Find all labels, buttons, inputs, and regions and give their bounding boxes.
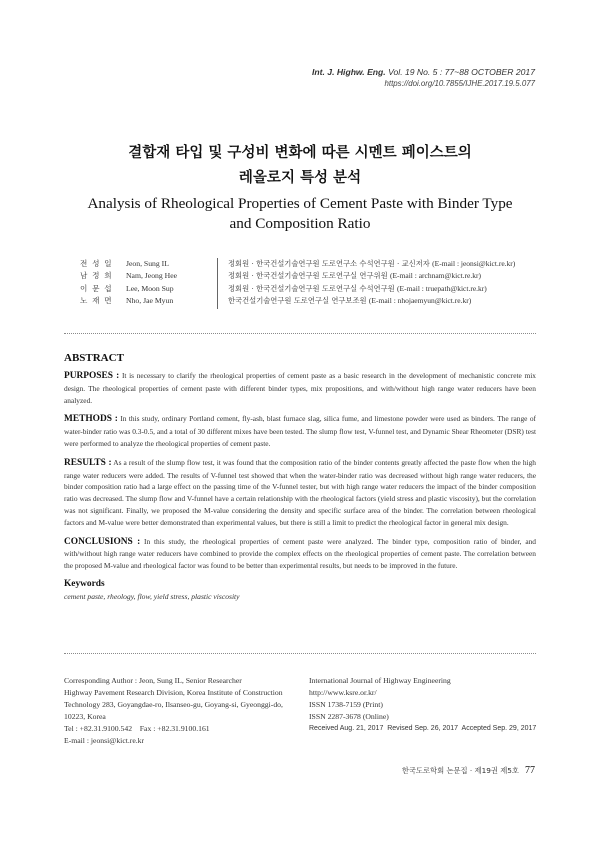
author-row xyxy=(80,270,540,282)
journal-info-block xyxy=(309,675,549,735)
abstract-section xyxy=(64,352,536,602)
doi-link[interactable]: https://doi.org/10.7855/IJHE.2017.19.5.077 xyxy=(384,79,535,88)
author-divider xyxy=(217,258,218,309)
journal-website-link[interactable]: http://www.ksre.or.kr/ xyxy=(309,688,377,697)
keywords-list: cement paste, rheology, flow, yield stress, plastic viscosity xyxy=(64,591,240,601)
methods-label: METHODS : xyxy=(64,414,118,425)
journal-name: Int. J. Highw. Eng. xyxy=(312,67,386,77)
author-affiliation xyxy=(228,295,471,307)
journal-citation xyxy=(312,66,535,78)
purposes-text: It is necessary to clarify the rheological properties of cement paste as a basic research in the development of mechanistic concrete mix design. The rheological properties of cement paste with different binder types, mix propositions, and with/without high range water reducers have been analyzed. xyxy=(64,371,536,405)
received-dates: Received Aug. 21, 2017 Revised Sep. 26, 2017 Accepted Sep. 29, 2017 xyxy=(309,725,537,732)
journal-info-line: ISSN 2287-3678 (Online) xyxy=(309,712,389,721)
author-email: (E-mail : truepath@kict.re.kr) xyxy=(397,283,487,293)
purposes-label: PURPOSES : xyxy=(64,371,120,381)
author-row xyxy=(80,258,540,270)
author-row xyxy=(80,283,540,295)
corresponding-author-line: Highway Pavement Research Division, Korea Institute of Construction xyxy=(64,688,283,697)
english-title-line1: Analysis of Rheological Properties of Cement Paste with Binder Type xyxy=(87,195,513,212)
author-email: (E-mail : jeonsi@kict.re.kr) xyxy=(432,259,516,268)
author-affiliation xyxy=(228,283,487,295)
dotted-divider-top xyxy=(64,333,536,334)
conclusions-label: CONCLUSIONS : xyxy=(64,536,141,547)
journal-korean-name: 한국도로학회 논문집 · 제19권 제5호 xyxy=(401,766,519,775)
author-english-name: Jeon, Sung IL xyxy=(126,259,169,268)
results-text: As a result of the slump flow test, it was found that the composition ratio of the binder contents greatly affected the paste flow when the high range water reducers were added. The results of V-funnel test showed that when the water-binder ratio was decreased without high range water reducers, the binder composition ratio had a large effect on the passing time of the V-funnel tester, but with high range water reducers the impact of the binder composition ratio was decreased. The slump flow and V-funnel have a certain relationship with the rheological factors (yield stress and plastic viscosity), but the correlation was not significant. Finally, we proposed the M-value considering the density and specific surface area of the binder. The correlation between rheological factors and M-value were better demonstrated than experimental values, but there is still a limit to predict the rheological factor in general mix design. xyxy=(64,457,537,527)
journal-volume: Vol. 19 No. 5 : 77~88 OCTOBER 2017 xyxy=(388,67,535,77)
korean-title-line1: 결합재 타입 및 구성비 변화에 따른 시멘트 페이스트의 xyxy=(128,145,472,161)
author-korean-name: 전 성 일 xyxy=(80,259,113,268)
dotted-divider-bottom xyxy=(64,653,536,654)
english-title-line2: and Composition Ratio xyxy=(229,215,371,232)
author-english-name: Nam, Jeong Hee xyxy=(126,271,178,281)
author-korean-name: 남 정 희 xyxy=(80,271,113,281)
corresponding-author-line: Technology 283, Goyangdae-ro, Ilsanseo-gu, Goyang-si, Gyeonggi-do, xyxy=(64,700,283,709)
methods-paragraph xyxy=(64,413,536,449)
keywords-heading: Keywords xyxy=(64,578,105,589)
author-korean-name: 노 재 면 xyxy=(80,295,113,305)
author-affiliation xyxy=(228,270,481,282)
korean-title-line2: 레올로지 특성 분석 xyxy=(238,170,362,186)
corresponding-author-line: 10223, Korea xyxy=(64,712,106,721)
page-footer xyxy=(402,760,535,778)
abstract-heading: ABSTRACT xyxy=(64,352,124,364)
author-email: (E-mail : archnam@kict.re.kr) xyxy=(389,271,481,281)
author-email: (E-mail : nhojaemyun@kict.re.kr) xyxy=(368,295,472,305)
purposes-paragraph xyxy=(64,370,536,406)
affiliation-text: 정회원 · 한국건설기술연구원 도로연구소 수석연구원 · 교신저자 xyxy=(228,259,430,268)
affiliation-text: 한국건설기술연구원 도로연구실 연구보조원 xyxy=(228,295,367,305)
author-korean-name: 이 문 섭 xyxy=(80,283,113,293)
results-paragraph xyxy=(64,457,536,529)
english-title xyxy=(0,194,600,234)
korean-title xyxy=(0,141,600,191)
corresponding-author-contact: Tel : +82.31.9100.542 Fax : +82.31.9100.161 xyxy=(64,724,210,733)
corresponding-author-line: Corresponding Author : Jeon, Sung IL, Senior Researcher xyxy=(64,676,242,685)
methods-text: In this study, ordinary Portland cement, fly-ash, blast furnace slag, silica fume, and limestone powder were used as binders. The range of water-binder ratio was 0.3-0.5, and a total of 30 different mixes have been tested. The slump flow test, V-funnel test, and Dynamic Shear Rheometer (DSR) test were performed to analyze the rheological properties of cement paste. xyxy=(64,414,536,448)
page-number: 77 xyxy=(525,765,535,776)
affiliation-text: 정회원 · 한국건설기술연구원 도로연구실 수석연구원 xyxy=(228,283,395,293)
journal-header xyxy=(312,66,535,90)
conclusions-text: In this study, the rheological properties of cement paste were analyzed. The binder type, composition ratio of binder, and with/without high range water reducers have combined to provide the complex effects on the rheological properties of cement paste. The correlation between the proposed M-value and rheological factor was found to be better than experimental results, but needs to be improved in the future. xyxy=(64,536,536,571)
journal-info-line: ISSN 1738-7159 (Print) xyxy=(309,700,383,709)
results-label: RESULTS : xyxy=(64,457,112,468)
conclusions-paragraph xyxy=(64,536,536,572)
author-row xyxy=(80,295,540,307)
corresponding-author-email: E-mail : jeonsi@kict.re.kr xyxy=(64,736,145,745)
author-english-name: Lee, Moon Sup xyxy=(126,283,174,293)
corresponding-author-block xyxy=(64,675,296,747)
author-english-name: Nho, Jae Myun xyxy=(126,295,174,305)
author-list xyxy=(80,258,540,307)
author-affiliation xyxy=(228,258,515,270)
journal-info-line: International Journal of Highway Engineering xyxy=(309,676,451,685)
affiliation-text: 정회원 · 한국건설기술연구원 도로연구실 연구위원 xyxy=(228,271,388,281)
